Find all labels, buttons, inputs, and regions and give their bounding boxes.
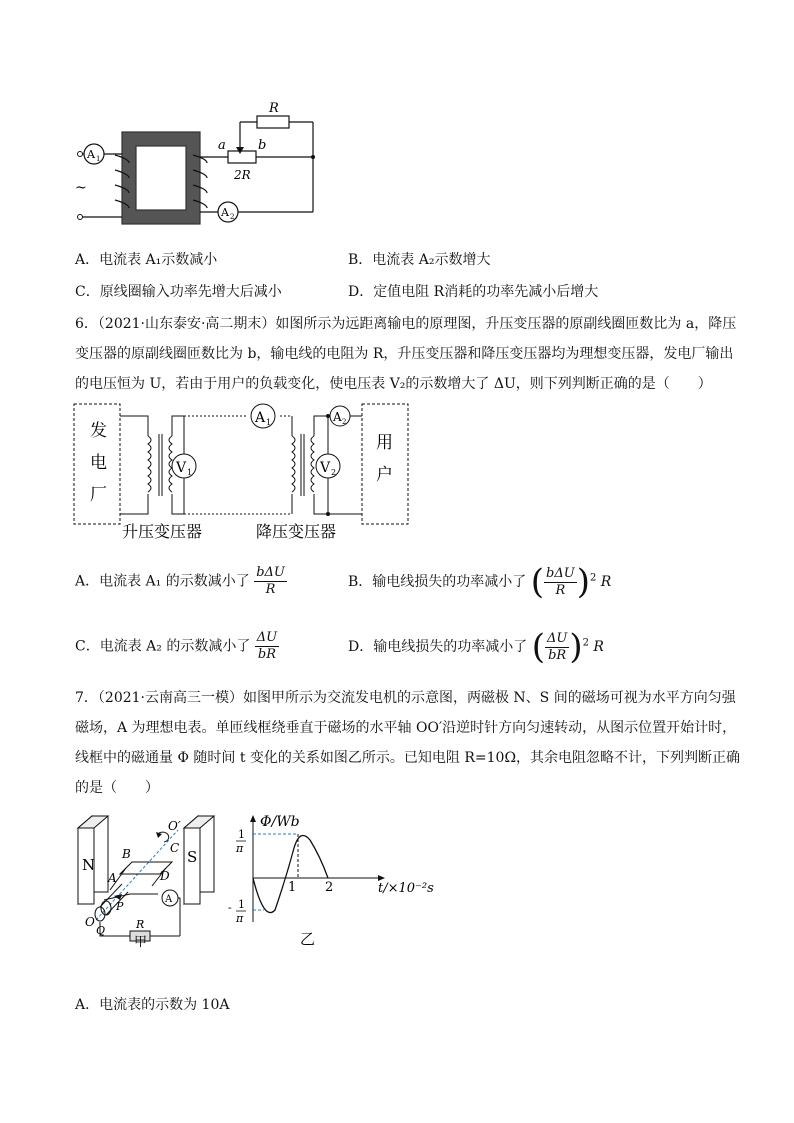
fig5-label-2R: 2R (234, 168, 251, 182)
q7-flux-graph (228, 812, 443, 947)
q7-label-O: O (85, 915, 95, 929)
q6-option-b-exponent: 2 (589, 572, 597, 584)
q6-option-c-numerator: ΔU (256, 630, 278, 645)
q6-stem-line-2: 变压器的原副线圈匝数比为 b，输电线的电阻为 R，升压变压器和降压变压器均为理想变压器，发电厂输出 (75, 346, 734, 362)
q7-graph-y-axis-label: Φ/Wb (260, 814, 300, 830)
q6-step-down-label: 降压变压器 (256, 522, 337, 541)
fig5-label-R: R (269, 101, 279, 116)
q6-stem-line-3: 的电压恒为 U，若由于用户的负载变化，使电压表 V₂的示数增大了 ΔU，则下列判断正确的是（ ） (75, 376, 712, 392)
q6-option-d-fraction (545, 631, 569, 664)
q6-step-up-label: 升压变压器 (122, 522, 203, 541)
q7-stem-line-1: 7．（2021·云南高三一模）如图甲所示为交流发电机的示意图，两磁极 N、S 间的磁场可视为水平方向匀强 (75, 690, 736, 706)
q6-option-a-text: A．电流表 A₁ 的示数减小了 (75, 573, 250, 590)
fig5-meter-A2: A (221, 206, 229, 219)
q6-meter-A1-sub: 1 (266, 418, 272, 427)
q6-user-char-2: 户 (376, 465, 393, 485)
q7-graph-tick-2: 2 (325, 880, 334, 895)
q7-graph-x-axis-label: t/×10⁻²s (378, 881, 434, 896)
q5-option-a: A．电流表 A₁示数减小 (75, 252, 218, 268)
q6-option-d-tail: R (593, 639, 604, 655)
q7-option-a: A．电流表的示数为 10A (75, 997, 230, 1013)
q6-stem-line-1: 6．（2021·山东泰安·高二期末）如图所示为远距离输电的原理图，升压变压器的原副线圈匝数比为 a，降压 (75, 316, 737, 332)
q7-label-C: C (170, 841, 180, 855)
q6-option-d-numerator: ΔU (546, 630, 568, 646)
q5-option-b: B．电流表 A₂示数增大 (348, 252, 491, 268)
q6-meter-A2-sub: 2 (342, 418, 347, 426)
q7-label-A: A (108, 871, 117, 885)
q6-transmission-figure (72, 392, 412, 542)
fig5-ac-symbol: ~ (75, 180, 87, 196)
q6-option-d (348, 627, 604, 667)
q6-meter-A1: A (255, 410, 266, 426)
q6-meter-V2: V (320, 460, 331, 476)
q6-option-d-close-paren: ) (569, 627, 583, 667)
fig5-label-b: b (258, 138, 267, 153)
q6-option-d-exponent: 2 (582, 637, 589, 649)
q7-graph-tick-1: 1 (288, 880, 297, 895)
q7-label-D: D (160, 869, 170, 883)
q7-magnet-S: S (187, 848, 198, 866)
q6-plant-char-2: 电 (90, 453, 107, 473)
q7-magnet-N: N (82, 856, 96, 874)
q7-generator-figure (70, 812, 230, 950)
q5-transformer-figure (70, 95, 330, 230)
q6-option-a-fraction (254, 565, 287, 598)
fig5-meter-A2-sub: 2 (230, 213, 235, 221)
q6-option-a-numerator: bΔU (256, 565, 285, 580)
q6-option-d-text: D．输电线损失的功率减小了 (348, 639, 528, 655)
q7-graph-ybot-num: 1 (238, 898, 245, 911)
q6-option-b-open-paren: ( (530, 562, 545, 602)
q7-label-O-prime: O′ (168, 819, 181, 833)
q6-option-b-text: B．输电线损失的功率减小了 (348, 574, 527, 590)
q7-label-Q: Q (96, 924, 106, 937)
q6-meter-V2-sub: 2 (331, 468, 337, 477)
q6-meter-V1-sub: 1 (187, 468, 193, 477)
q6-plant-char-1: 发 (90, 421, 107, 441)
fig5-label-a: a (218, 138, 226, 153)
q7-stem-line-4: 的是（ ） (75, 780, 159, 796)
q6-option-d-open-paren: ( (531, 627, 545, 667)
q6-option-d-denominator: bR (548, 647, 567, 663)
q7-label-P: P (116, 900, 124, 913)
q5-option-c: C．原线圈输入功率先增大后减小 (75, 284, 282, 300)
q7-label-B: B (122, 847, 131, 861)
q7-ammeter-label: A (165, 894, 173, 905)
q6-option-b-fraction (544, 566, 577, 599)
q6-meter-V1: V (176, 460, 187, 476)
q6-option-b-denominator: R (555, 582, 566, 598)
q6-user-char-1: 用 (376, 433, 393, 453)
q7-stem-line-2: 磁场，A 为理想电表。单匝线框绕垂直于磁场的水平轴 OO′沿逆时针方向匀速转动，从图示位置开始计时， (75, 720, 737, 736)
q7-graph-ytop-den: π (236, 842, 244, 855)
q7-caption-yi: 乙 (300, 930, 316, 948)
q6-option-b-tail: R (600, 574, 612, 590)
q6-option-c-fraction (255, 630, 279, 663)
q7-graph-ybot-den: π (236, 912, 244, 925)
q6-meter-A2: A (333, 410, 342, 424)
q7-graph-ytop-num: 1 (238, 828, 245, 841)
q7-label-R: R (136, 918, 145, 931)
q6-option-c-denominator: bR (257, 647, 277, 662)
q6-option-b-close-paren: ) (576, 562, 590, 602)
q6-option-a-denominator: R (265, 582, 276, 597)
q7-caption-jia: 甲 (134, 935, 148, 950)
q6-option-a (75, 565, 287, 598)
q6-option-b-numerator: bΔU (546, 565, 575, 581)
fig5-meter-A1: A (87, 148, 95, 161)
q7-graph-ybot-sign: - (228, 901, 232, 914)
fig5-meter-A1-sub: 1 (96, 155, 101, 163)
q6-option-c (75, 630, 279, 663)
q6-option-c-text: C．电流表 A₂ 的示数减小了 (75, 638, 251, 655)
q6-plant-char-3: 厂 (90, 485, 107, 505)
q5-option-d: D．定值电阻 R消耗的功率先减小后增大 (348, 284, 599, 300)
q6-option-b (348, 562, 612, 602)
q7-stem-line-3: 线框中的磁通量 Φ 随时间 t 变化的关系如图乙所示。已知电阻 R=10Ω，其余电阻忽略不计，下列判断正确 (75, 750, 741, 766)
